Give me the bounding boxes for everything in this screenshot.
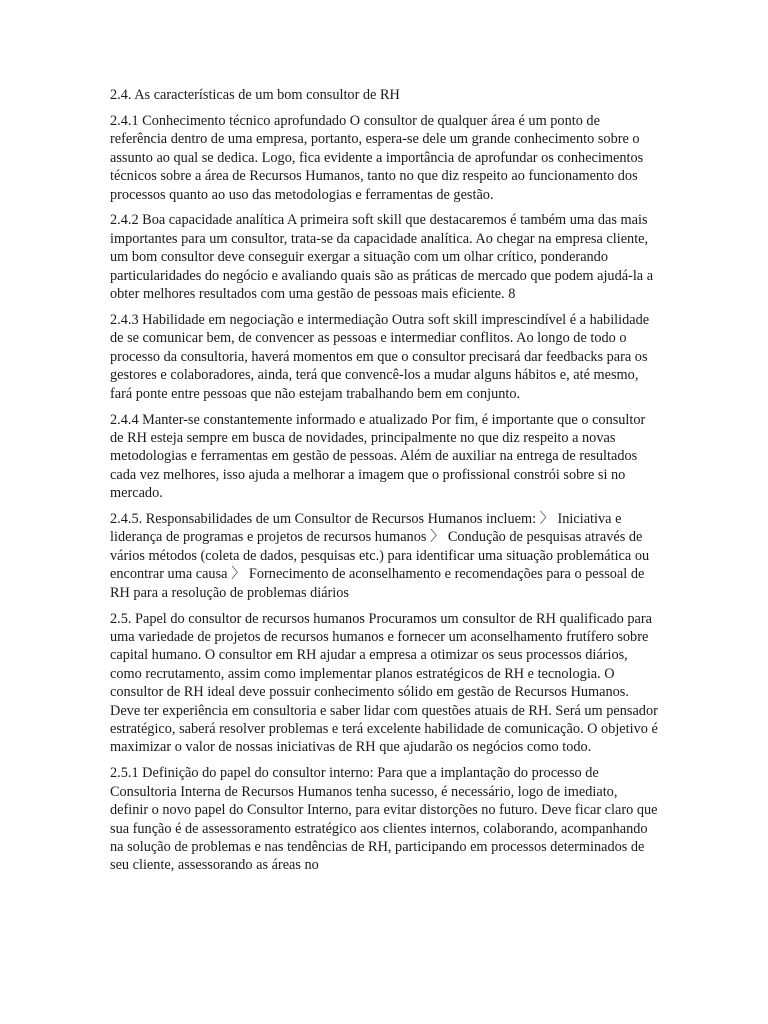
paragraph-2-5: 2.5. Papel do consultor de recursos humanos Procuramos um consultor de RH qualificado para uma variedade de projetos de recursos humanos e fornecer um aconselhamento frutífero sobre capital humano. O consultor em RH ajudar a empresa a otimizar os seus processos diários, como recrutamento, assim como implementar planos estratégicos de RH e tecnologia. O consultor de RH ideal deve possuir conhecimento sólido em gestão de Recursos Humanos. Deve ter experiência em consultoria e saber lidar com questões atuais de RH. Será um pensador estratégico, saberá resolver problemas e terá excelente habilidade de comunicação. O objetivo é maximizar o valor de nossas iniciativas de RH que ajudarão os negócios como todo. [110,610,658,756]
paragraph-2-4-4: 2.4.4 Manter-se constantemente informado e atualizado Por fim, é importante que o consultor de RH esteja sempre em busca de novidades, principalmente no que diz respeito a novas metodologias e ferramentas em gestão de pessoas. Além de auxiliar na entrega de resultados cada vez melhores, isso ajuda a melhorar a imagem que o profissional constrói sobre si no mercado. [110,411,646,502]
paragraph-2-4-1: 2.4.1 Conhecimento técnico aprofundado O consultor de qualquer área é um ponto de referência dentro de uma empresa, portanto, espera-se dele um grande conhecimento sobre o assunto ao qual se dedica. Logo, fica evidente a importância de aprofundar os conhecimentos técnicos sobre a área de Recursos Humanos, tanto no que diz respeito ao funcionamento dos processos quanto ao uso das metodologias e ferramentas de gestão. [110,112,644,203]
section-heading: 2.4. As características de um bom consultor de RH [110,87,400,103]
document-body [110,86,658,882]
paragraph-2-4-5: 2.4.5. Responsabilidades de um Consultor de Recursos Humanos incluem: 〉 Iniciativa e liderança de programas e projetos de recursos humanos 〉 Condução de pesquisas através de vários métodos (coleta de dados, pesquisas etc.) para identificar uma situação problemática ou encontrar uma causa 〉 Fornecimento de aconselhamento e recomendações para o pessoal de RH para a resolução de problemas diários [110,511,650,601]
paragraph-2-4-2: 2.4.2 Boa capacidade analítica A primeira soft skill que destacaremos é também uma das mais importantes para um consultor, trata-se da capacidade analítica. Ao chegar na empresa cliente, um bom consultor deve conseguir exergar a situação com um olhar crítico, ponderando particularidades do negócio e avaliando quais são as práticas de mercado que podem ajudá-la a obter melhores resultados com uma gestão de pessoas mais eficiente. 8 [110,212,654,303]
paragraph-2-5-1: 2.5.1 Definição do papel do consultor interno: Para que a implantação do processo de Consultoria Interna de Recursos Humanos tenha sucesso, é necessário, logo de imediato, definir o novo papel do Consultor Interno, para evitar distorções no futuro. Deve ficar claro que sua função é de assessoramento estratégico aos clientes internos, colaborando, acompanhando na solução de problemas e nas tendências de RH, participando em processos determinados de seu cliente, assessorando as áreas no [110,765,658,874]
paragraph-2-4-3: 2.4.3 Habilidade em negociação e intermediação Outra soft skill imprescindível é a habilidade de se comunicar bem, de convencer as pessoas e intermediar conflitos. Ao longo de todo o processo da consultoria, haverá momentos em que o consultor precisará dar feedbacks para os gestores e colaboradores, ainda, terá que convencê-los a mudar alguns hábitos e, até mesmo, fará ponte entre pessoas que não estejam trabalhando bem em conjunto. [110,311,650,402]
